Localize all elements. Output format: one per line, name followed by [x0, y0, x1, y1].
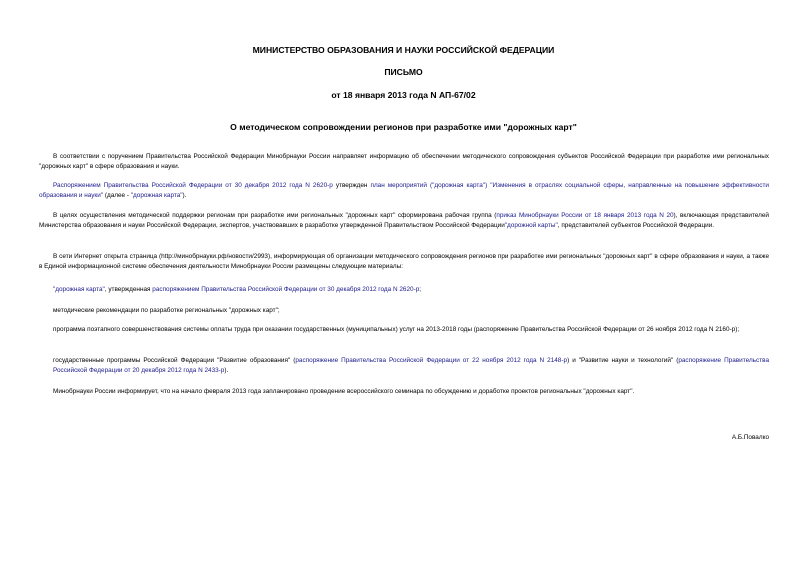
document-type: ПИСЬМО: [384, 67, 423, 77]
paragraph-3-text-1: В целях осуществления методической поддержки регионам при разработке ими региональных "дорожных карт" сформирована рабочая группа (: [53, 212, 497, 219]
paragraph-2-text-3: ).: [182, 192, 187, 199]
paragraph-2-text-1: утвержден: [332, 182, 371, 189]
link-government-order-2148[interactable]: распоряжение Правительства Российской Федерации от 22 ноября 2012 года N 2148-р: [295, 357, 568, 364]
paragraph-3: [39, 211, 769, 231]
link-road-map-2[interactable]: "дорожной карты": [504, 222, 558, 229]
list-item-4-text-1: государственные программы Российской Федерации "Развитие образования" (: [53, 357, 296, 364]
list-item-1-text-2: ;: [419, 286, 422, 293]
ministry-title: МИНИСТЕРСТВО ОБРАЗОВАНИЯ И НАУКИ РОССИЙСКОЙ ФЕДЕРАЦИИ: [252, 45, 555, 55]
link-government-order-2433[interactable]: распоряжение Правительства Российской Федерации от 20 декабря 2012 года N 2433-р: [53, 357, 770, 374]
paragraph-3-text-2: ), включающая представителей Министерства образования и науки Российской Федерации, экспертов, участвовавших в разработке утвержденной Правительством Российской Федерации: [39, 212, 769, 229]
list-item-4-text-2: ) и "Развитие науки и технологий" (: [567, 357, 679, 364]
list-item-4: [53, 356, 769, 376]
paragraph-2: [39, 181, 769, 201]
link-road-map[interactable]: "дорожная карта": [130, 192, 183, 199]
paragraph-5: Минобрнауки России информирует, что на начало февраля 2013 года запланировано проведение всероссийского семинара по обсуждению и доработке проектов региональных "дорожных карт".: [53, 388, 635, 395]
paragraph-3-text-3: , представителей субъектов Российской Федерации.: [557, 222, 715, 229]
document-date-number: от 18 января 2013 года N АП-67/02: [331, 90, 476, 100]
list-item-2: методические рекомендации по разработке региональных "дорожных карт";: [53, 307, 280, 314]
link-ministry-order-20[interactable]: приказ Минобрнауки России от 18 января 2013 года N 20: [496, 212, 674, 219]
signature: А.Б.Повалко: [731, 434, 769, 441]
list-item-3: программа поэтапного совершенствования системы оплаты труда при оказании государственных (муниципальных) услуг на 2013-2018 годы (распоряжение Правительства Российской Федерации от 26 ноября 2012 года N 2160-р);: [53, 326, 740, 333]
document-subject: О методическом сопровождении регионов при разработке ими "дорожных карт": [230, 122, 577, 132]
link-road-map-3[interactable]: "дорожная карта": [53, 286, 105, 293]
link-government-order-2620[interactable]: Распоряжением Правительства Российской Федерации от 30 декабря 2012 года N 2620-р: [53, 182, 333, 189]
list-item-4-text-3: ).: [224, 367, 229, 374]
link-government-order-2620-2[interactable]: распоряжением Правительства Российской Федерации от 30 декабря 2012 года N 2620-р: [152, 286, 420, 293]
list-item-1: [53, 285, 769, 295]
list-item-1-text-1: , утвержденная: [104, 286, 153, 293]
link-action-plan[interactable]: план мероприятий ("дорожная карта") "Изменения в отраслях социальной сферы, направленные на повышение эффективности образования и науки": [39, 182, 770, 199]
paragraph-2-text-2: (далее -: [103, 192, 131, 199]
paragraph-1: В соответствии с поручением Правительства Российской Федерации Минобрнауки России направляет информацию об обеспечении методического сопровождения субъектов Российской Федерации при разработке ими региональных "дорожных карт" в сфере образования и науки.: [39, 153, 769, 170]
paragraph-4: В сети Интернет открыта страница (http://минобрнауки.рф/новости/2993), информирующая об организации методического сопровождения регионов при разработке ими региональных "дорожных карт" в сфере образования и науки, а также в Единой информационной системе обеспечения деятельности Минобрнауки России размещены следующие материалы:: [39, 253, 769, 270]
